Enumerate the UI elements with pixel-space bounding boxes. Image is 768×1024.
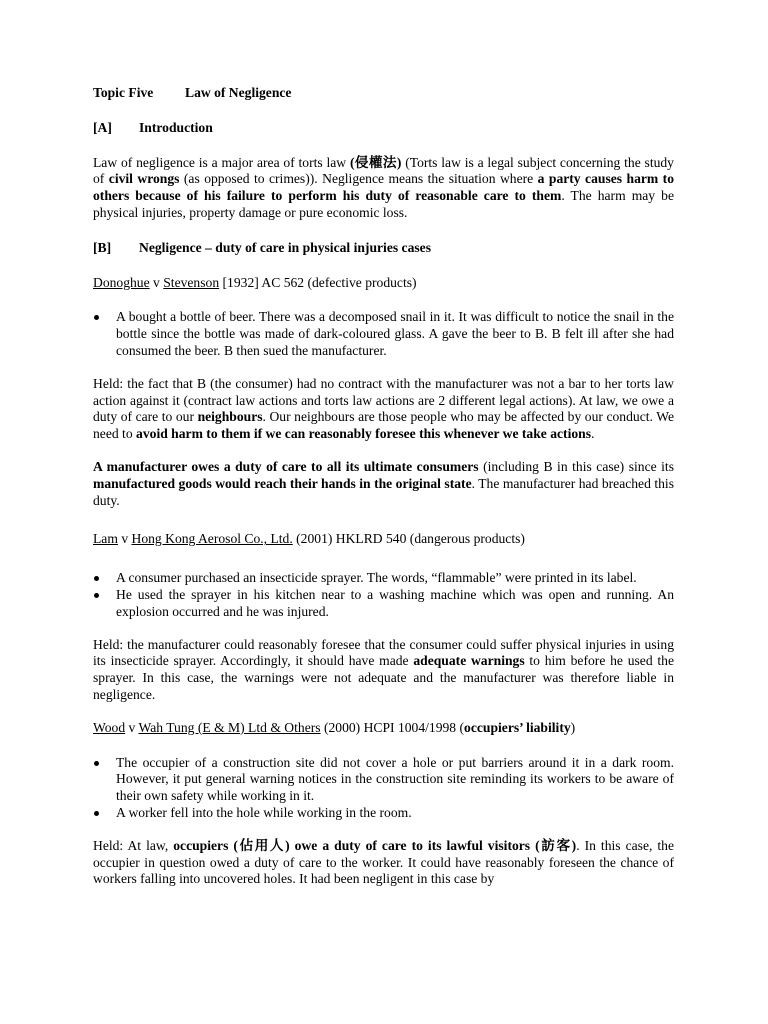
list-item: He used the sprayer in his kitchen near to a washing machine which was open and running. An explosion occurred and he was injured. <box>93 587 674 621</box>
case2-held-text-2: to him before he used the sprayer. In this case, the warnings were not adequate and the manufacturer was therefore liable in negligence. <box>93 653 674 702</box>
case1-held-bold-2: avoid harm to them if we can reasonably foresee this whenever we take actions <box>136 426 592 442</box>
case3-party-2: Wah Tung (E & M) Ltd & Others <box>138 719 321 735</box>
case2-citation <box>93 531 674 548</box>
case1-held-text-3: . <box>591 426 595 442</box>
intro-paragraph <box>93 155 674 222</box>
case2-party-2: Hong Kong Aerosol Co., Ltd. <box>131 531 293 547</box>
case1-held-bold-1: neighbours <box>197 409 263 425</box>
case1-rule-bold-1: A manufacturer owes a duty of care to all its ultimate consumers <box>93 458 479 474</box>
case2-held <box>93 637 674 704</box>
case1-party-2: Stevenson <box>163 274 220 290</box>
topic-title <box>93 85 674 102</box>
topic-number: Topic Five <box>93 85 154 100</box>
case1-rule-bold-2: manufactured goods would reach their hands in the original state <box>93 475 472 491</box>
case3-reference: (2000) HCPI 1004/1998 ( <box>320 719 465 735</box>
case3-reference-end: ) <box>570 719 576 735</box>
case3-facts <box>93 755 674 822</box>
case3-held <box>93 838 674 888</box>
case3-held-text-1: Held: At law, <box>93 837 174 853</box>
case1-held <box>93 376 674 443</box>
intro-text-4: . The harm may be physical injuries, property damage or pure economic loss. <box>93 188 674 220</box>
list-item: A bought a bottle of beer. There was a decomposed snail in it. It was difficult to notice the snail in the bottle since the bottle was made of dark-coloured glass. A gave the beer to B. B felt ill after she had consumed the beer. B then sued the manufacturer. <box>93 309 674 359</box>
intro-bold-2: a party causes harm to others because of his failure to perform his duty of reasonable care to them <box>93 171 674 204</box>
section-a-title: Introduction <box>139 119 213 135</box>
section-b-title: Negligence – duty of care in physical injuries cases <box>139 239 431 255</box>
case1-reference: [1932] AC 562 (defective products) <box>219 274 417 290</box>
section-b-heading <box>93 240 674 257</box>
case3-versus: v <box>125 719 139 735</box>
case3-held-bold-1: occupiers (佔用人) owe a duty of care to its lawful visitors (訪客) <box>173 837 577 853</box>
intro-text-2: (Torts law is a legal subject concerning the study of <box>93 154 674 187</box>
topic-subject: Law of Negligence <box>185 85 292 100</box>
case1-rule-text-1: (including B in this case) since its <box>478 458 674 474</box>
case1-citation <box>93 275 674 292</box>
case1-versus: v <box>149 274 164 290</box>
case2-reference: (2001) HKLRD 540 (dangerous products) <box>292 531 525 547</box>
section-a-heading <box>93 120 674 137</box>
case1-held-text-1: Held: the fact that B (the consumer) had no contract with the manufacturer was not a bar to her torts law action against it (contract law actions and torts law actions are 2 different legal actions). At law, we owe a duty of care to our <box>93 375 674 425</box>
intro-text-1: Law of negligence is a major area of torts law <box>93 154 350 170</box>
list-item: A consumer purchased an insecticide sprayer. The words, “flammable” were printed in its label. <box>93 570 674 587</box>
case2-facts <box>93 570 674 620</box>
case3-citation <box>93 720 674 737</box>
case1-rule <box>93 459 674 509</box>
intro-bold-1: civil wrongs <box>108 171 180 187</box>
case2-party-1: Lam <box>93 531 118 547</box>
case3-party-1: Wood <box>93 719 126 735</box>
case3-reference-bold: occupiers’ liability <box>464 719 571 735</box>
intro-chinese-term: (侵權法) <box>349 154 402 170</box>
section-b-label: [B] <box>93 239 112 255</box>
case1-held-text-2: . Our neighbours are those people who may be affected by our conduct. We need to <box>93 409 674 442</box>
case1-facts <box>93 309 674 359</box>
list-item: A worker fell into the hole while working in the room. <box>93 805 674 822</box>
case2-versus: v <box>117 531 132 547</box>
case1-rule-text-2: . The manufacturer had breached this duty. <box>93 475 674 508</box>
list-item: The occupier of a construction site did not cover a hole or put barriers around it in a dark room. However, it put general warning notices in the construction site reminding its workers to be aware of their own safety while working in it. <box>93 755 674 805</box>
intro-text-3: (as opposed to crimes)). Negligence means the situation where <box>179 171 538 187</box>
case3-held-text-2: . In this case, the occupier in question owed a duty of care to the worker. It could have reasonably foreseen the chance of workers falling into uncovered holes. It had been negligent in this case by <box>93 837 674 887</box>
case2-held-text-1: Held: the manufacturer could reasonably foresee that the consumer could suffer physical injuries in using its insecticide sprayer. Accordingly, it should have made <box>93 636 674 669</box>
case1-party-1: Donoghue <box>93 274 150 290</box>
case2-held-bold-1: adequate warnings <box>413 653 525 669</box>
section-a-label: [A] <box>93 119 112 135</box>
